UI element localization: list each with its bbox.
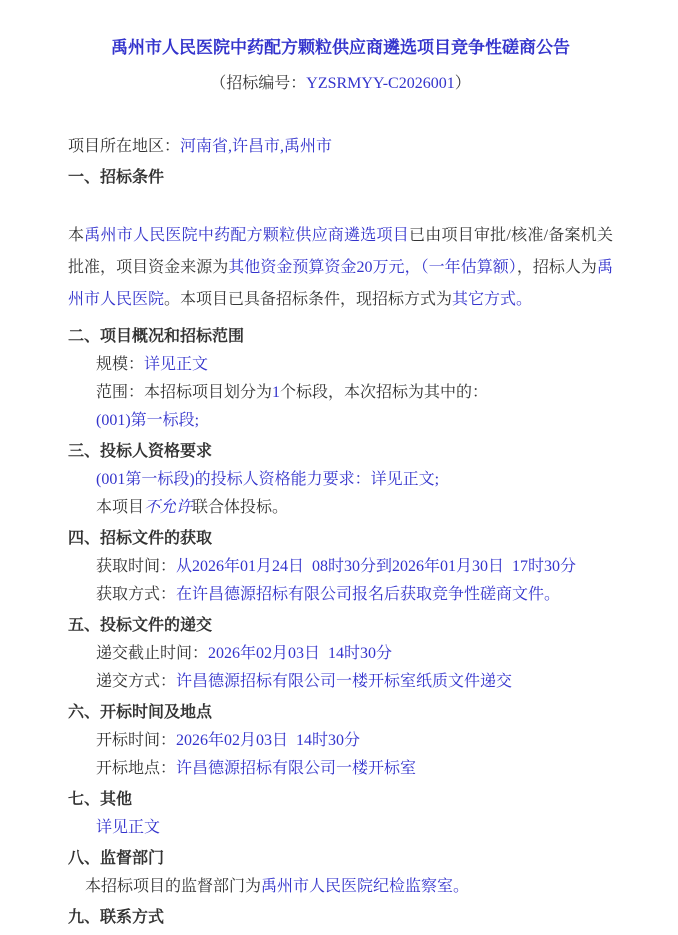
submit-deadline-line-segment-0: 递交截止时间：	[96, 645, 209, 662]
submit-method-line-segment-1: 许昌德源招标有限公司一楼开标室纸质文件递交	[176, 673, 513, 690]
section-1-heading-segment-0: 一、招标条件	[68, 169, 165, 186]
section-1-paragraph-segment-2: 已由项目审批/核准/备案机关批准，项目资金来源为	[68, 227, 613, 276]
consortium-line	[68, 497, 613, 518]
opening-place-line-segment-1: 许昌德源招标有限公司一楼开标室	[176, 760, 417, 777]
project-location-line-segment-1: 河南省,许昌市,禹州市	[180, 138, 333, 155]
section-5-heading	[68, 615, 613, 636]
opening-time-line	[68, 730, 613, 751]
acquire-method-line-segment-1: 在许昌德源招标有限公司报名后获取竞争性磋商文件。	[176, 586, 561, 603]
section-1-paragraph-segment-1: 禹州市人民医院中药配方颗粒供应商遴选项目	[84, 227, 409, 244]
section-3-heading-segment-0: 三、投标人资格要求	[68, 443, 213, 460]
submit-method-line	[68, 671, 613, 692]
lot-line-segment-0: (001)第一标段;	[96, 412, 200, 429]
qualification-line	[68, 469, 613, 490]
scope-line-segment-1: 1	[272, 384, 281, 401]
other-detail-line-segment-0: 详见正文	[96, 819, 161, 836]
section-1-paragraph-segment-7: 其它方式。	[452, 291, 533, 308]
opening-time-line-segment-1: 2026年02月03日 14时30分	[176, 732, 361, 749]
consortium-line-segment-1: 不允许	[144, 499, 193, 516]
section-2-heading	[68, 326, 613, 347]
section-1-paragraph-segment-6: 。本项目已具备招标条件，现招标方式为	[164, 291, 453, 308]
opening-place-line	[68, 758, 613, 779]
section-2-heading-segment-0: 二、项目概况和招标范围	[68, 328, 245, 345]
section-1-paragraph	[68, 220, 613, 316]
acquire-time-line-segment-1: 从2026年01月24日 08时30分到2026年01月30日 17时30分	[176, 558, 577, 575]
opening-place-line-segment-0: 开标地点：	[96, 760, 177, 777]
scale-line-segment-0: 规模：	[96, 356, 145, 373]
lot-line	[68, 410, 613, 431]
section-8-heading-segment-0: 八、监督部门	[68, 850, 165, 867]
section-6-heading	[68, 702, 613, 723]
submit-deadline-line-segment-1: 2026年02月03日 14时30分	[208, 645, 393, 662]
scope-line-segment-0: 范围：本招标项目划分为	[96, 384, 273, 401]
section-6-heading-segment-0: 六、开标时间及地点	[68, 704, 213, 721]
section-1-paragraph-segment-0: 本	[68, 227, 85, 244]
section-7-heading-segment-0: 七、其他	[68, 791, 133, 808]
acquire-time-line	[68, 556, 613, 577]
section-1-paragraph-segment-3: 其他资金预算资金20万元，（一年估算额）	[228, 259, 517, 276]
section-7-heading	[68, 789, 613, 810]
section-9-heading-segment-0: 九、联系方式	[68, 909, 165, 926]
other-detail-line	[68, 817, 613, 838]
document-body	[68, 136, 613, 928]
supervision-line	[68, 876, 613, 897]
scale-line-segment-1: 详见正文	[144, 356, 209, 373]
section-8-heading	[68, 848, 613, 869]
section-1-paragraph-segment-5: 禹州市人民医院	[68, 259, 613, 308]
project-location-line	[68, 136, 613, 157]
consortium-line-segment-2: 联合体投标。	[192, 499, 289, 516]
tender-number-close-paren: ）	[454, 75, 471, 92]
qualification-line-segment-0: (001第一标段)的投标人资格能力要求：详见正文;	[96, 471, 440, 488]
scale-line	[68, 354, 613, 375]
scope-line-segment-2: 个标段，本次招标为其中的：	[280, 384, 489, 401]
submit-deadline-line	[68, 643, 613, 664]
project-location-line-segment-0: 项目所在地区：	[68, 138, 181, 155]
tender-number-label: （招标编号：	[210, 75, 307, 92]
acquire-method-line-segment-0: 获取方式：	[96, 586, 177, 603]
section-4-heading	[68, 528, 613, 549]
section-9-heading	[68, 907, 613, 928]
section-4-heading-segment-0: 四、招标文件的获取	[68, 530, 213, 547]
tender-number-value: YZSRMYY-C2026001	[306, 75, 455, 92]
scope-line	[68, 382, 613, 403]
section-3-heading	[68, 441, 613, 462]
opening-time-line-segment-0: 开标时间：	[96, 732, 177, 749]
acquire-time-line-segment-0: 获取时间：	[96, 558, 177, 575]
supervision-line-segment-1: 禹州市人民医院纪检监察室。	[261, 878, 470, 895]
section-1-heading	[68, 167, 613, 188]
acquire-method-line	[68, 584, 613, 605]
section-1-paragraph-segment-4: ，招标人为	[516, 259, 597, 276]
consortium-line-segment-0: 本项目	[96, 499, 145, 516]
tender-number-line	[68, 73, 613, 94]
section-5-heading-segment-0: 五、投标文件的递交	[68, 617, 213, 634]
page-title: 禹州市人民医院中药配方颗粒供应商遴选项目竞争性磋商公告	[111, 38, 570, 57]
supervision-line-segment-0: 本招标项目的监督部门为	[85, 878, 262, 895]
submit-method-line-segment-0: 递交方式：	[96, 673, 177, 690]
